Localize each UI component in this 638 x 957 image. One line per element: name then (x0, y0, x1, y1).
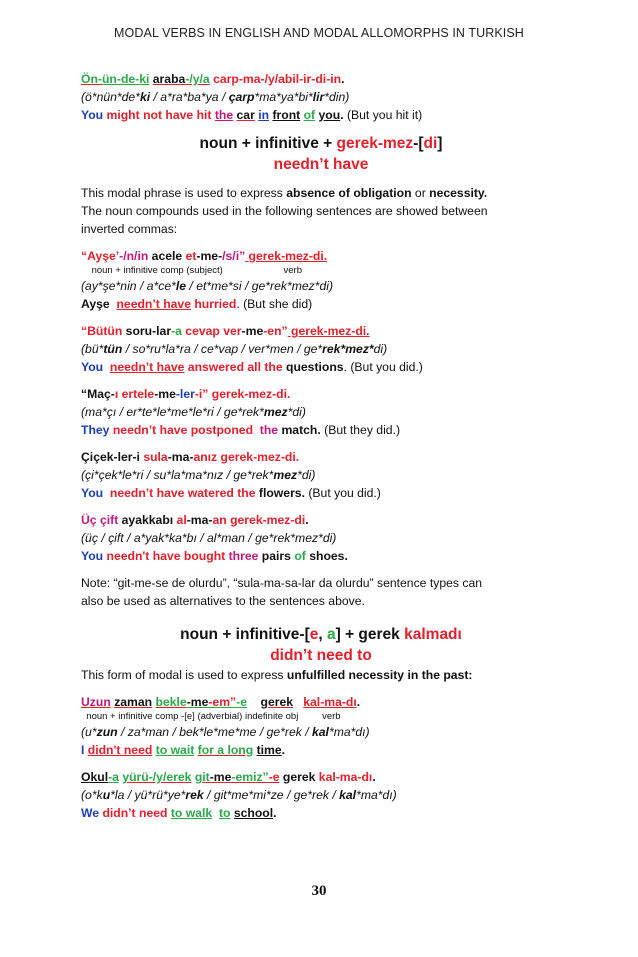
syllables: / za*man / bek*le*me*me / ge*rek / (117, 725, 312, 739)
explanation-paragraph (81, 184, 561, 202)
verb: gerek-mez-di. (217, 450, 300, 464)
word: git (194, 770, 210, 784)
word: in (258, 108, 270, 122)
syllables: *ma*dı) (328, 725, 370, 739)
word: acele (148, 249, 186, 263)
morpheme: -em” (208, 695, 237, 709)
word: yürü-/y/erek (122, 770, 192, 784)
word: “Maç- (81, 387, 115, 401)
explanation-paragraph-line: inverted commas: (81, 222, 178, 236)
syllables-bold: lir (312, 90, 325, 104)
example-turkish-line (81, 693, 561, 711)
modal: might not have hit (106, 108, 212, 122)
subject: You (81, 486, 104, 500)
word: time (256, 743, 282, 757)
punct: . (340, 108, 344, 122)
morpheme: -me (209, 770, 232, 784)
example-english-line (81, 358, 561, 376)
heading-part: ] (437, 135, 443, 152)
morpheme: -me (154, 387, 176, 401)
morpheme: -a (108, 770, 119, 784)
morpheme: -e (236, 695, 247, 709)
word: “Ayşe’ (81, 249, 120, 263)
syllables: (ma*çı / er*te*le*me*le*ri / ge*rek* (81, 405, 264, 419)
note-paragraph: Note: “git-me-se de olurdu”, “sula-ma-sa-lar da olurdu” sentence types can (81, 576, 483, 590)
grammar-annotation (81, 711, 561, 723)
example-syllables-line: (üç / çift / a*yak*ka*bı / al*man / ge*rek*mez*di) (81, 531, 337, 545)
morpheme: anız (193, 450, 218, 464)
syllables-bold: tün (103, 342, 123, 356)
morpheme: de- (120, 72, 140, 86)
word: school (233, 806, 274, 820)
example-turkish-line (81, 385, 561, 403)
syllables: (çi*çek*le*ri / su*la*ma*nız / ge*rek* (81, 468, 274, 482)
morpheme: -a (171, 324, 182, 338)
example-turkish-line (81, 768, 561, 786)
morpheme: -e (268, 770, 280, 784)
verb: gerek-mez-di. (287, 324, 370, 338)
grammar-annotation (81, 265, 561, 277)
morpheme: -me (186, 695, 209, 709)
annotation: noun + infinitive comp -[e] (adverbial) indefinite obj (86, 711, 299, 722)
modal: needn’t have (109, 360, 185, 374)
morpheme: ı (114, 387, 119, 401)
morpheme: -emiz” (231, 770, 269, 784)
text-bold: unfulfilled necessity (286, 668, 405, 682)
punct: . (273, 806, 277, 820)
syllables: *di) (287, 405, 306, 419)
syllables: *ma*ya*bi* (254, 90, 313, 104)
example-english-line (81, 547, 561, 565)
subject: They (81, 423, 110, 437)
word: three (228, 549, 259, 563)
heading-part: , (318, 626, 327, 643)
verb: hurried (194, 297, 237, 311)
word: soru (122, 324, 153, 338)
syllables-bold: mez (263, 405, 288, 419)
punct: . (281, 743, 286, 757)
modal: needn’t have (116, 297, 191, 311)
morpheme: ki (139, 72, 150, 86)
word: pairs (261, 549, 291, 563)
page-content (81, 70, 561, 822)
syllables: *din) (324, 90, 350, 104)
morpheme: -lar (152, 324, 172, 338)
word: for a long (197, 743, 254, 757)
object: questions (286, 360, 344, 374)
word: to (218, 806, 231, 820)
syllables-bold: rek (185, 788, 204, 802)
syllables: / et*me*si / ge*rek*mez*di) (186, 279, 334, 293)
note-paragraph-line: also be used as alternatives to the sentences above. (81, 594, 365, 608)
verb: kal-ma-dı (303, 695, 357, 709)
syllables: / a*ra*ba*ya / (150, 90, 229, 104)
word: gerek (260, 695, 294, 709)
text: This form of modal is used to express (81, 668, 287, 682)
syllables: *la / yü*rü*ye* (110, 788, 186, 802)
subject: Ayşe (81, 297, 110, 311)
morpheme: ün- (101, 72, 121, 86)
modal: needn't have bought (106, 549, 226, 563)
section-heading (81, 133, 561, 154)
subject: You (81, 360, 104, 374)
syllables-bold: zun (96, 725, 118, 739)
heading-part: a (326, 626, 336, 643)
word: zaman (114, 695, 153, 709)
example-syllables-line (81, 340, 561, 358)
text-bold: absence of obligation (286, 186, 412, 200)
word: you (318, 108, 341, 122)
text-bold: necessity. (429, 186, 488, 200)
heading-part: di (423, 135, 438, 152)
example-syllables-line (81, 723, 561, 741)
subject: We (81, 806, 100, 820)
example-turkish-line (81, 448, 561, 466)
example-english-line (81, 484, 561, 502)
morpheme: -ma- (186, 513, 213, 527)
word: shoes. (309, 549, 348, 563)
morpheme: /s/i” (222, 249, 246, 263)
syllables-bold: kal (339, 788, 357, 802)
example-english-line (81, 106, 561, 124)
morpheme: -i” (194, 387, 209, 401)
note: (But you hit it) (343, 108, 423, 122)
example-turkish-line (81, 511, 561, 529)
word: sula (139, 450, 168, 464)
word: çift (96, 513, 119, 527)
text: This modal phrase is used to express (81, 186, 287, 200)
syllables: / so*ru*la*ra / ce*vap / ver*men / ge* (122, 342, 323, 356)
syllables: (ay*şe*nin / a*ce* (81, 279, 176, 293)
example-syllables-line (81, 786, 561, 804)
punct: . (372, 770, 376, 784)
explanation-paragraph-line: The noun compounds used in the following sentences are showed between (81, 204, 488, 218)
morpheme: -ma- (167, 450, 194, 464)
page-number: 30 (311, 883, 327, 899)
word: al (173, 513, 187, 527)
heading-part: kalmadı (404, 626, 462, 643)
example-turkish-line (81, 70, 561, 88)
section-subheading: needn’t have (273, 156, 369, 173)
word: et (185, 249, 197, 263)
note: (But you did.) (304, 486, 381, 500)
word: ver (219, 324, 242, 338)
running-header: MODAL VERBS IN ENGLISH AND MODAL ALLOMORPHS IN TURKISH (114, 26, 524, 40)
note: . (But she did) (236, 297, 313, 311)
annotation: verb (322, 711, 341, 722)
verb: to wait (155, 743, 195, 757)
subject: I (81, 743, 85, 757)
example-syllables-line (81, 277, 561, 295)
example-turkish-line (81, 247, 561, 265)
verb: carp-ma-/y/abil-ir-di-in (213, 72, 342, 86)
syllables: (ö*nün*de* (81, 90, 140, 104)
word: araba (152, 72, 186, 86)
word: gerek (279, 770, 319, 784)
punct: . (305, 513, 309, 527)
word: bekle (155, 695, 187, 709)
example-english-line (81, 295, 561, 313)
text: or (411, 186, 430, 200)
syllables: *di) (297, 468, 316, 482)
verb: kal-ma-dı (318, 770, 373, 784)
word: Okul (81, 770, 109, 784)
syllables-bold: kal (312, 725, 329, 739)
word: “Bütün (81, 324, 123, 338)
word: car (236, 108, 255, 122)
modal: needn’t have postponed (112, 423, 254, 437)
example-english-line (81, 804, 561, 822)
heading-part: -[ (413, 135, 424, 152)
syllables: (bü* (81, 342, 104, 356)
syllables: di) (373, 342, 388, 356)
object: match. (281, 423, 321, 437)
verb: gerek-mez-di (226, 513, 306, 527)
morpheme: an (212, 513, 227, 527)
morpheme: -me- (196, 249, 223, 263)
word: Üç (81, 513, 97, 527)
verb: gerek-mez-di. (208, 387, 291, 401)
annotation: noun + infinitive comp (subject) (91, 265, 223, 276)
syllables: / git*me*mi*ze / ge*rek / (203, 788, 340, 802)
punct: . (356, 695, 361, 709)
article: the (259, 423, 279, 437)
article: the (214, 108, 234, 122)
explanation-paragraph (81, 666, 561, 684)
word: of (303, 108, 316, 122)
modal: didn’t need (102, 806, 168, 820)
note: . (But you did.) (343, 360, 423, 374)
punct: . (341, 72, 345, 86)
note: (But they did.) (320, 423, 401, 437)
subject: You (81, 108, 104, 122)
syllables: *ma*dı) (356, 788, 397, 802)
example-syllables-line (81, 403, 561, 421)
verb: answered all the (187, 360, 283, 374)
heading-part: e (309, 626, 319, 643)
modal: needn’t have watered the (109, 486, 256, 500)
object: flowers. (258, 486, 305, 500)
word: front (272, 108, 301, 122)
section-subheading: didn’t need to (270, 647, 372, 664)
subject: You (81, 549, 104, 563)
syllables-bold: rek*mez* (322, 342, 374, 356)
syllables-bold: mez (273, 468, 298, 482)
syllables-bold: ki (139, 90, 151, 104)
morpheme: -en” (263, 324, 288, 338)
syllables: (o*k (81, 788, 103, 802)
syllables: (u* (81, 725, 97, 739)
example-english-line (81, 741, 561, 759)
word: ertele (118, 387, 155, 401)
word: ayakkabı (118, 513, 174, 527)
syllables-bold: u (102, 788, 111, 802)
word: Çiçek-ler-i (81, 450, 140, 464)
heading-part: ] + gerek (335, 626, 405, 643)
example-english-line (81, 421, 561, 439)
syllables-bold: le (175, 279, 187, 293)
morpheme: -/y/a (185, 72, 210, 86)
example-syllables-line (81, 88, 561, 106)
verb: gerek-mez-di. (245, 249, 328, 263)
section-heading (81, 624, 561, 645)
syllables-bold: çarp (228, 90, 255, 104)
text: in the past: (404, 668, 473, 682)
morpheme: -ler (175, 387, 195, 401)
example-syllables-line (81, 466, 561, 484)
heading-part: gerek-mez (336, 135, 414, 152)
word: of (294, 549, 306, 563)
morpheme: -me (241, 324, 264, 338)
modal: didn't need (87, 743, 153, 757)
morpheme: Ön- (81, 72, 102, 86)
morpheme: -/n/in (119, 249, 149, 263)
example-turkish-line (81, 322, 561, 340)
verb: to walk (170, 806, 213, 820)
heading-part: noun + infinitive + (199, 135, 337, 152)
heading-part: noun + infinitive-[ (180, 626, 310, 643)
word: cevap (181, 324, 220, 338)
annotation: verb (283, 265, 302, 276)
word: Uzun (81, 695, 111, 709)
